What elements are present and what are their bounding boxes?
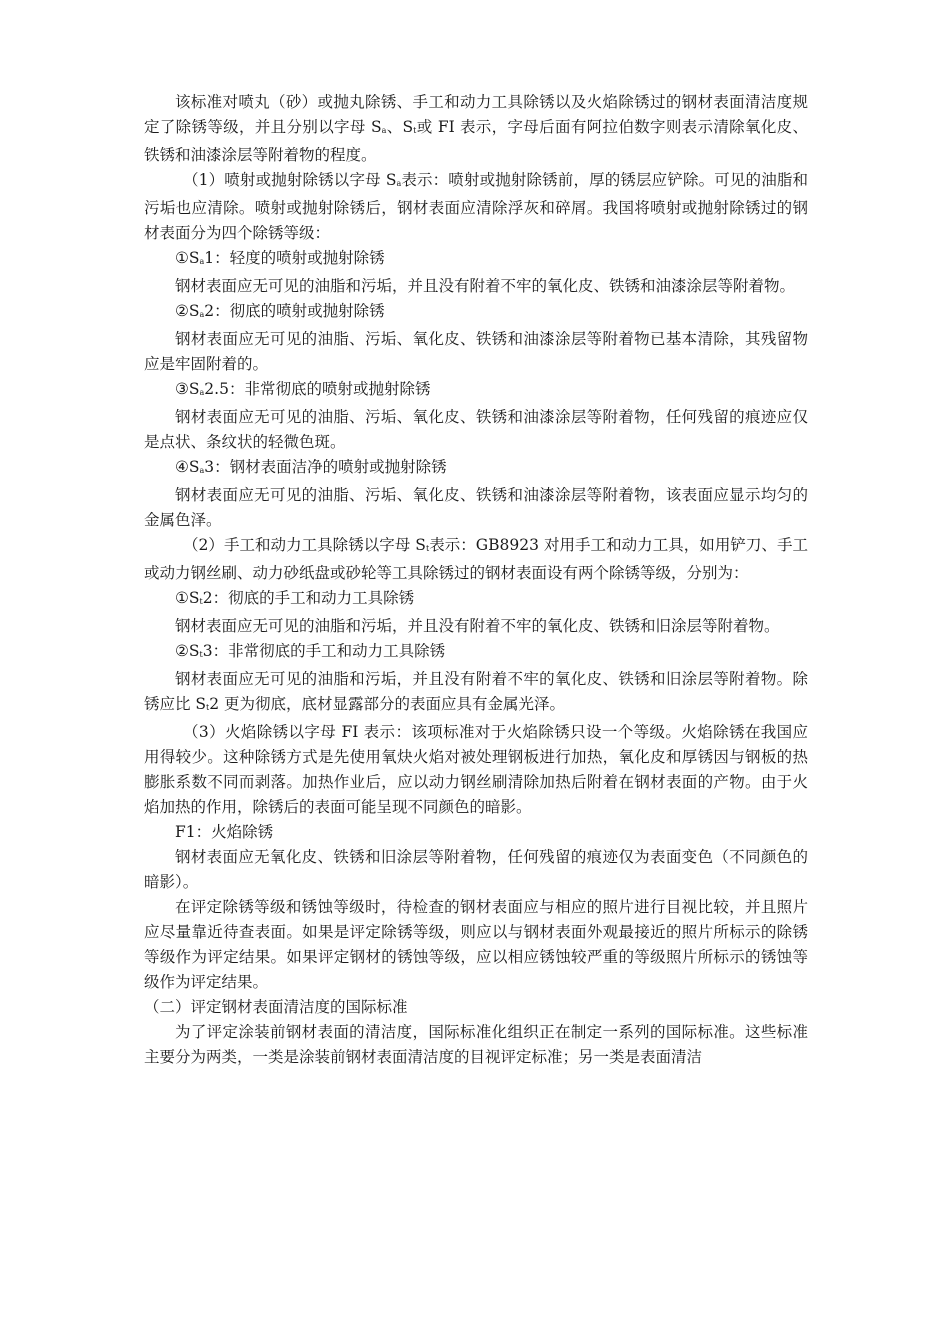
grade-sa1-title: ①Sa1：轻度的喷射或抛射除锈	[175, 249, 385, 267]
grade-sa3-desc: 钢材表面应无可见的油脂、污垢、氧化皮、铁锈和油漆涂层等附着物，该表面应显示均匀的金属色泽。	[144, 486, 808, 529]
section-3-paragraph: （3）火焰除锈以字母 FI 表示：该项标准对于火焰除锈只设一个等级。火焰除锈在我国应用得较少。这种除锈方式是先使用氧炔火焰对被处理钢板进行加热，氧化皮和厚锈因与钢板的热膨胀系数不同而剥落。加热作业后，应以动力钢丝刷清除加热后附着在钢材表面的产物。由于火焰加热的作用，除锈后的表面可能呈现不同颜色的暗影。	[144, 723, 808, 816]
grade-f1-desc: 钢材表面应无氧化皮、铁锈和旧涂层等附着物，任何残留的痕迹仅为表面变色（不同颜色的暗影）。	[144, 848, 808, 891]
grade-st3-title: ②St3：非常彻底的手工和动力工具除锈	[175, 642, 446, 660]
evaluation-paragraph: 在评定除锈等级和锈蚀等级时，待检查的钢材表面应与相应的照片进行目视比较，并且照片应尽量靠近待查表面。如果是评定除锈等级，则应以与钢材表面外观最接近的照片所标示的除锈等级作为评定结果。如果评定钢材的锈蚀等级，应以相应锈蚀较严重的等级照片所标示的锈蚀等级作为评定结果。	[144, 898, 808, 991]
section-1-paragraph: （1）喷射或抛射除锈以字母 Sa表示：喷射或抛射除锈前，厚的锈层应铲除。可见的油脂和污垢也应清除。喷射或抛射除锈后，钢材表面应清除浮灰和碎屑。我国将喷射或抛射除锈过的钢材表面分为四个除锈等级：	[144, 171, 808, 242]
grade-sa2-title: ②Sa2：彻底的喷射或抛射除锈	[175, 302, 385, 320]
international-paragraph: 为了评定涂装前钢材表面的清洁度，国际标准化组织正在制定一系列的国际标准。这些标准主要分为两类，一类是涂装前钢材表面清洁度的目视评定标准；另一类是表面清洁	[144, 1023, 808, 1066]
grade-sa1-desc: 钢材表面应无可见的油脂和污垢，并且没有附着不牢的氧化皮、铁锈和油漆涂层等附着物。	[175, 277, 796, 295]
grade-st2-desc: 钢材表面应无可见的油脂和污垢，并且没有附着不牢的氧化皮、铁锈和旧涂层等附着物。	[175, 617, 780, 635]
grade-sa2-desc: 钢材表面应无可见的油脂、污垢、氧化皮、铁锈和油漆涂层等附着物已基本清除，其残留物应是牢固附着的。	[144, 330, 808, 373]
grade-sa3-title: ④Sa3：钢材表面洁净的喷射或抛射除锈	[175, 458, 447, 476]
grade-sa25-desc: 钢材表面应无可见的油脂、污垢、氧化皮、铁锈和油漆涂层等附着物，任何残留的痕迹应仅是点状、条纹状的轻微色斑。	[144, 408, 808, 451]
grade-st3-desc: 钢材表面应无可见的油脂和污垢，并且没有附着不牢的氧化皮、铁锈和旧涂层等附着物。除锈应比 St2 更为彻底，底材显露部分的表面应具有金属光泽。	[144, 670, 808, 713]
grade-st2-title: ①St2：彻底的手工和动力工具除锈	[175, 589, 415, 607]
section-heading-international: （二）评定钢材表面清洁度的国际标准	[144, 998, 408, 1016]
grade-f1-title: F1：火焰除锈	[175, 823, 274, 841]
document-page	[144, 90, 808, 1070]
grade-sa25-title: ③Sa2.5：非常彻底的喷射或抛射除锈	[175, 380, 431, 398]
intro-paragraph: 该标准对喷丸（砂）或抛丸除锈、手工和动力工具除锈以及火焰除锈过的钢材表面清洁度规定了除锈等级，并且分别以字母 Sa、St或 FI 表示，字母后面有阿拉伯数字则表示清除氧化皮、铁锈和油漆涂层等附着物的程度。	[144, 93, 809, 164]
section-2-paragraph: （2）手工和动力工具除锈以字母 St表示：GB8923 对用手工和动力工具，如用铲刀、手工或动力钢丝刷、动力砂纸盘或砂轮等工具除锈过的钢材表面设有两个除锈等级，分别为：	[144, 536, 808, 582]
